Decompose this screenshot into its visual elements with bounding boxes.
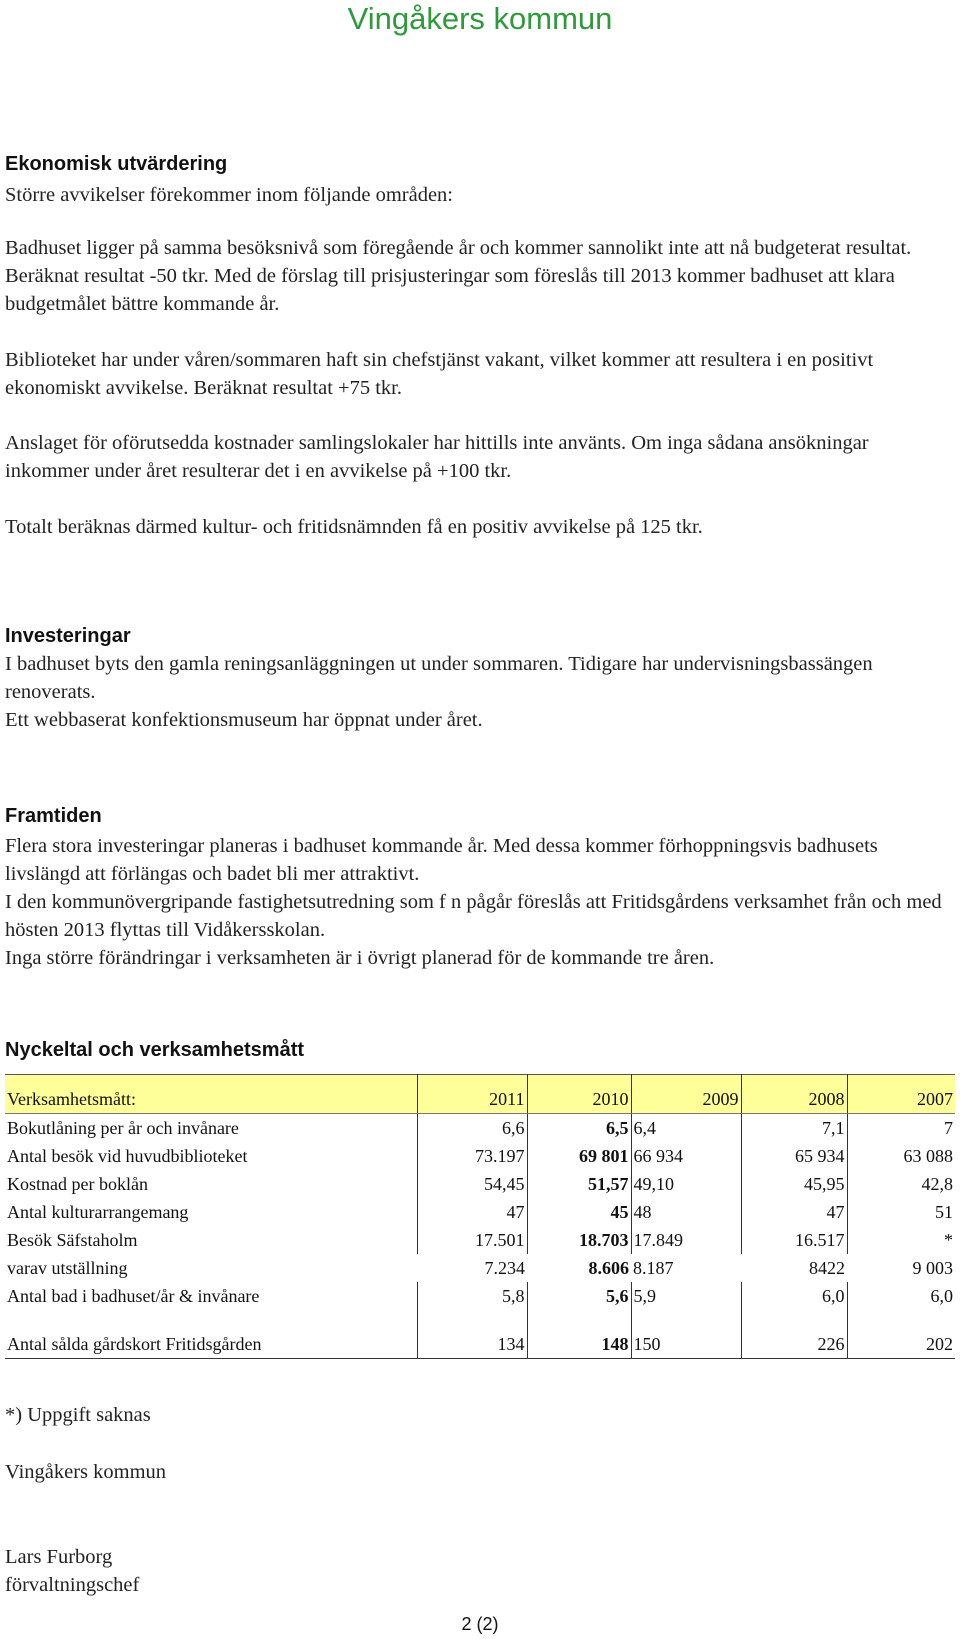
signature-title: förvaltningschef: [5, 1574, 140, 1596]
table-row: [5, 1170, 955, 1198]
heading-framtiden: Framtiden: [5, 805, 102, 827]
kpi-cell: 42,8: [921, 1174, 953, 1194]
kpi-row-label: Kostnad per boklån: [5, 1170, 417, 1198]
table-row: [5, 1114, 955, 1143]
kpi-cell: 45: [527, 1198, 631, 1226]
kpi-cell: 148: [527, 1310, 631, 1359]
investeringar-line-1: I badhuset byts den gamla reningsanläggningen ut under sommaren. Tidigare har undervisningsbassängen renoverats.: [5, 653, 873, 703]
kpi-cell: 63 088: [903, 1146, 953, 1166]
kpi-cell: 54,45: [417, 1170, 527, 1198]
signature-org: Vingåkers kommun: [5, 1461, 167, 1483]
kpi-header-year: 2009: [631, 1075, 741, 1114]
kpi-row-label: Besök Säfstaholm: [5, 1226, 417, 1254]
kpi-row-label: Antal sålda gårdskort Fritidsgården: [5, 1310, 417, 1359]
kpi-cell: 17.849: [631, 1226, 741, 1254]
kpi-row-label: Antal besök vid huvudbiblioteket: [5, 1142, 417, 1170]
page-number: 2 (2): [461, 1614, 499, 1634]
kpi-cell: 6,5: [527, 1114, 631, 1143]
kpi-cell: 5,8: [417, 1282, 527, 1310]
kpi-cell: 8422: [809, 1258, 845, 1278]
kpi-table: [5, 1074, 955, 1359]
paragraph-badhuset: Badhuset ligger på samma besöksnivå som föregående år och kommer sannolikt inte att nå budgeterat resultat. Beräknat resultat -50 tkr. Med de förslag till prisjusteringar som föreslås till 2013 kommer badhuset att klara budgetmålet bättre kommande år.: [5, 237, 912, 315]
kpi-cell: 150: [631, 1310, 741, 1359]
framtiden-line-1: Flera stora investeringar planeras i badhuset kommande år. Med dessa kommer förhoppningsvis badhusets livslängd att förlängas och badet bli mer attraktivt.: [5, 835, 878, 885]
table-row: [5, 1198, 955, 1226]
kpi-cell: 49,10: [631, 1170, 741, 1198]
kpi-header-year: 2008: [741, 1075, 847, 1114]
heading-ekonomisk-utvardering: Ekonomisk utvärdering: [5, 153, 228, 175]
framtiden-line-3: Inga större förändringar i verksamheten är i övrigt planerad för de kommande tre åren.: [5, 947, 715, 969]
kpi-cell: 51: [935, 1202, 953, 1222]
signature-block: [5, 1543, 950, 1599]
kpi-header-label: Verksamhetsmått:: [5, 1075, 417, 1114]
kpi-cell: 6,4: [631, 1114, 741, 1143]
kpi-cell: 6,6: [417, 1114, 527, 1143]
kpi-cell: 51,57: [527, 1170, 631, 1198]
kpi-cell: 7.234: [484, 1258, 525, 1278]
kpi-cell: 5,9: [631, 1282, 741, 1310]
paragraph-anslaget: Anslaget för oförutsedda kostnader samlingslokaler har hittills inte använts. Om inga sådana ansökningar inkommer under året resulterar det i en avvikelse på +100 tkr.: [5, 432, 869, 482]
table-row: [5, 1282, 955, 1310]
paragraph-totalt: Totalt beräknas därmed kultur- och fritidsnämnden få en positiv avvikelse på 125 tkr.: [5, 516, 703, 538]
kpi-header-year: 2011: [417, 1075, 527, 1114]
paragraph-investeringar: [5, 650, 950, 734]
paragraph-intro: Större avvikelser förekommer inom följande områden:: [5, 184, 454, 206]
kpi-cell: 66 934: [631, 1142, 741, 1170]
kpi-cell: 226: [741, 1310, 847, 1359]
signature-name: Lars Furborg: [5, 1546, 113, 1568]
kpi-cell: 47: [741, 1198, 847, 1226]
kpi-cell: 202: [847, 1310, 955, 1359]
kpi-row-label: Antal kulturarrangemang: [5, 1198, 417, 1226]
kpi-row-label: Bokutlåning per år och invånare: [5, 1114, 417, 1143]
kpi-cell: 6,0: [741, 1282, 847, 1310]
framtiden-line-2: I den kommunövergripande fastighetsutredning som f n pågår föreslås att Fritidsgårdens verksamhet från och med hösten 2013 flyttas till Vidåkersskolan.: [5, 891, 942, 941]
kpi-cell: 7,1: [741, 1114, 847, 1143]
table-row: [5, 1254, 955, 1282]
page-header-title: Vingåkers kommun: [347, 1, 613, 36]
kpi-cell: 73.197: [417, 1142, 527, 1170]
kpi-header-year: 2010: [527, 1075, 631, 1114]
kpi-cell: 16.517: [741, 1226, 847, 1254]
table-row: [5, 1310, 955, 1359]
kpi-cell: 18.703: [527, 1226, 631, 1254]
kpi-table-header-row: [5, 1075, 955, 1114]
heading-investeringar: Investeringar: [5, 625, 131, 647]
kpi-cell: 8.606: [588, 1258, 629, 1278]
paragraph-framtiden: [5, 832, 950, 972]
kpi-cell: 17.501: [417, 1226, 527, 1254]
table-row: [5, 1142, 955, 1170]
heading-nyckeltal: Nyckeltal och verksamhetsmått: [5, 1039, 305, 1061]
kpi-cell: 8.187: [633, 1258, 674, 1278]
kpi-row-label: varav utställning: [7, 1258, 128, 1278]
kpi-cell: 45,95: [741, 1170, 847, 1198]
kpi-cell: 65 934: [741, 1142, 847, 1170]
kpi-cell: 6,0: [930, 1286, 953, 1306]
paragraph-biblioteket: Biblioteket har under våren/sommaren haft sin chefstjänst vakant, vilket kommer att resultera i en positivt ekonomiskt avvikelse. Beräknat resultat +75 tkr.: [5, 349, 874, 399]
kpi-cell: 7: [944, 1118, 953, 1138]
table-row: [5, 1226, 955, 1254]
kpi-cell: 9 003: [912, 1258, 953, 1278]
kpi-cell: *: [944, 1230, 953, 1250]
kpi-cell: 5,6: [527, 1282, 631, 1310]
kpi-cell: 48: [631, 1198, 741, 1226]
kpi-cell: 134: [417, 1310, 527, 1359]
footnote: *) Uppgift saknas: [5, 1404, 151, 1426]
kpi-cell: 47: [417, 1198, 527, 1226]
kpi-header-year: 2007: [847, 1075, 955, 1114]
kpi-cell: 69 801: [527, 1142, 631, 1170]
kpi-row-label: Antal bad i badhuset/år & invånare: [5, 1282, 417, 1310]
investeringar-line-2: Ett webbaserat konfektionsmuseum har öppnat under året.: [5, 709, 483, 731]
